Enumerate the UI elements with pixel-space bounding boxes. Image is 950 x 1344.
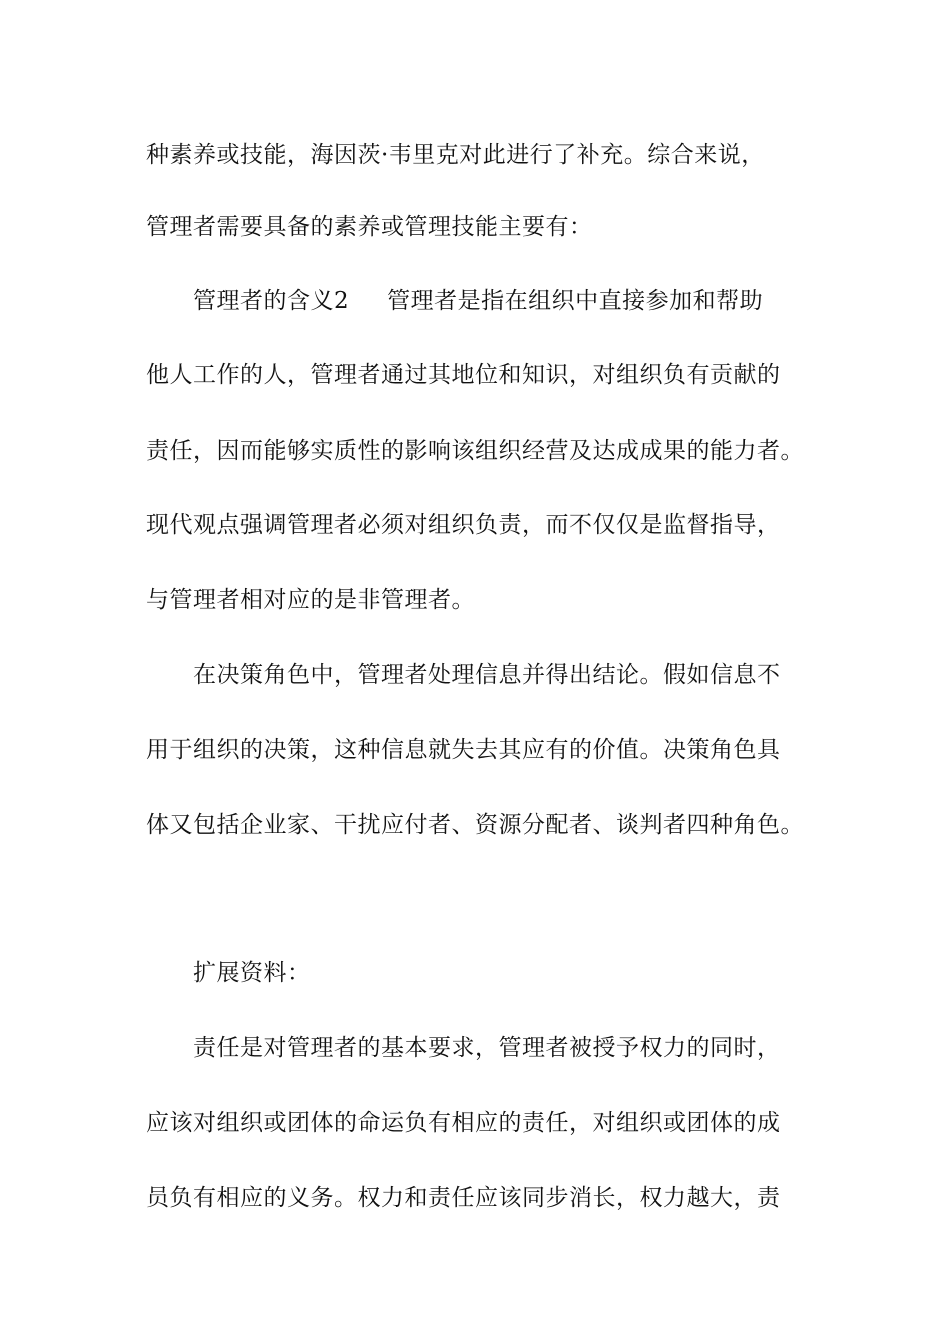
section-heading: 扩展资料：: [193, 960, 311, 986]
paragraph-line: 责任是对管理者的基本要求，管理者被授予权力的同时，: [193, 1035, 781, 1061]
section-title: 管理者的含义2: [193, 288, 350, 314]
paragraph-line: 体又包括企业家、干扰应付者、资源分配者、谈判者四种角色。: [146, 812, 804, 838]
paragraph-line: 与管理者相对应的是非管理者。: [146, 587, 475, 613]
paragraph-line: 现代观点强调管理者必须对组织负责，而不仅仅是监督指导，: [146, 512, 781, 538]
paragraph-line: 员负有相应的义务。权力和责任应该同步消长，权力越大，责: [146, 1185, 781, 1211]
paragraph-line: 责任，因而能够实质性的影响该组织经营及达成成果的能力者。: [146, 438, 804, 464]
paragraph-line: 他人工作的人，管理者通过其地位和知识，对组织负有贡献的: [146, 362, 781, 388]
paragraph-text: 管理者是指在组织中直接参加和帮助: [387, 288, 764, 314]
paragraph-line: [193, 286, 763, 316]
paragraph-line: 应该对组织或团体的命运负有相应的责任，对组织或团体的成: [146, 1110, 781, 1136]
paragraph-line: 种素养或技能，海因茨·韦里克对此进行了补充。综合来说，: [146, 142, 765, 168]
paragraph-line: 用于组织的决策，这种信息就失去其应有的价值。决策角色具: [146, 737, 781, 763]
paragraph-line: 管理者需要具备的素养或管理技能主要有：: [146, 214, 593, 240]
paragraph-line: 在决策角色中，管理者处理信息并得出结论。假如信息不: [193, 662, 781, 688]
